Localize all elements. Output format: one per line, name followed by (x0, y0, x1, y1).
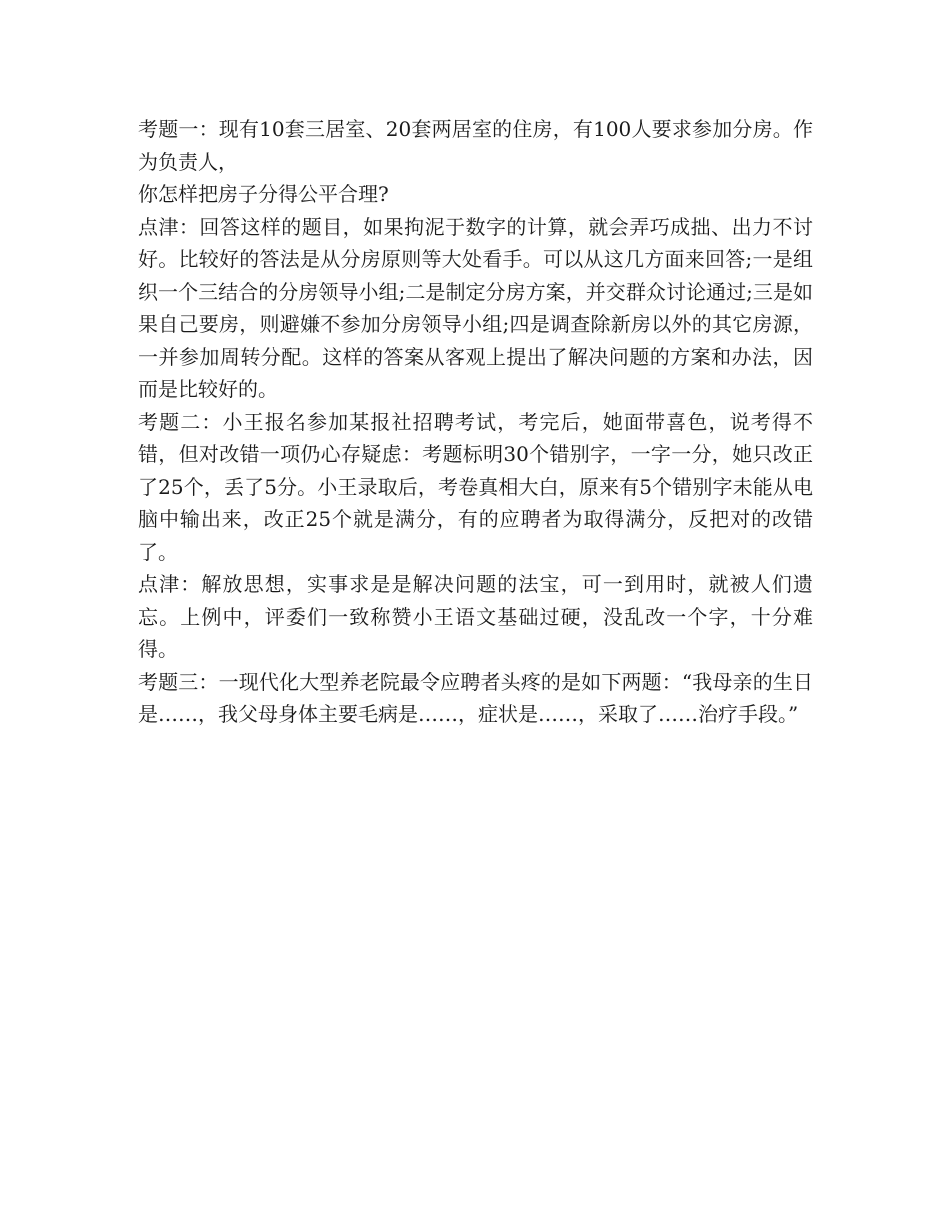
paragraph-commentary-2: 点津：解放思想，实事求是是解决问题的法宝，可一到用时，就被人们遗忘。上例中，评委们一致称赞小王语文基础过硬，没乱改一个字，十分难得。 (138, 572, 813, 661)
paragraph-question-1: 考题一：现有10套三居室、20套两居室的住房，有100人要求参加分房。作为负责人， (138, 117, 813, 174)
document-body (138, 113, 813, 731)
paragraph-commentary-1: 点津：回答这样的题目，如果拘泥于数字的计算，就会弄巧成拙、出力不讨好。比较好的答法是从分房原则等大处看手。可以从这几方面来回答;一是组织一个三结合的分房领导小组;二是制定分房方案，并交群众讨论通过;三是如果自己要房，则避嫌不参加分房领导小组;四是调查除新房以外的其它房源，一并参加周转分配。这样的答案从客观上提出了解决问题的方案和办法，因而是比较好的。 (138, 214, 813, 401)
paragraph-question-2: 考题二：小王报名参加某报社招聘考试，考完后，她面带喜色，说考得不错，但对改错一项仍心存疑虑：考题标明30个错别字，一字一分，她只改正了25个，丢了5分。小王录取后，考卷真相大白，原来有5个错别字未能从电脑中输出来，改正25个就是满分，有的应聘者为取得满分，反把对的改错了。 (138, 409, 813, 564)
paragraph-question-3: 考题三：一现代化大型养老院最令应聘者头疼的是如下两题：“我母亲的生日是……，我父母身体主要毛病是……，症状是……，采取了……治疗手段。” (138, 669, 813, 726)
paragraph-question-1-continued: 你怎样把房子分得公平合理? (138, 182, 389, 206)
